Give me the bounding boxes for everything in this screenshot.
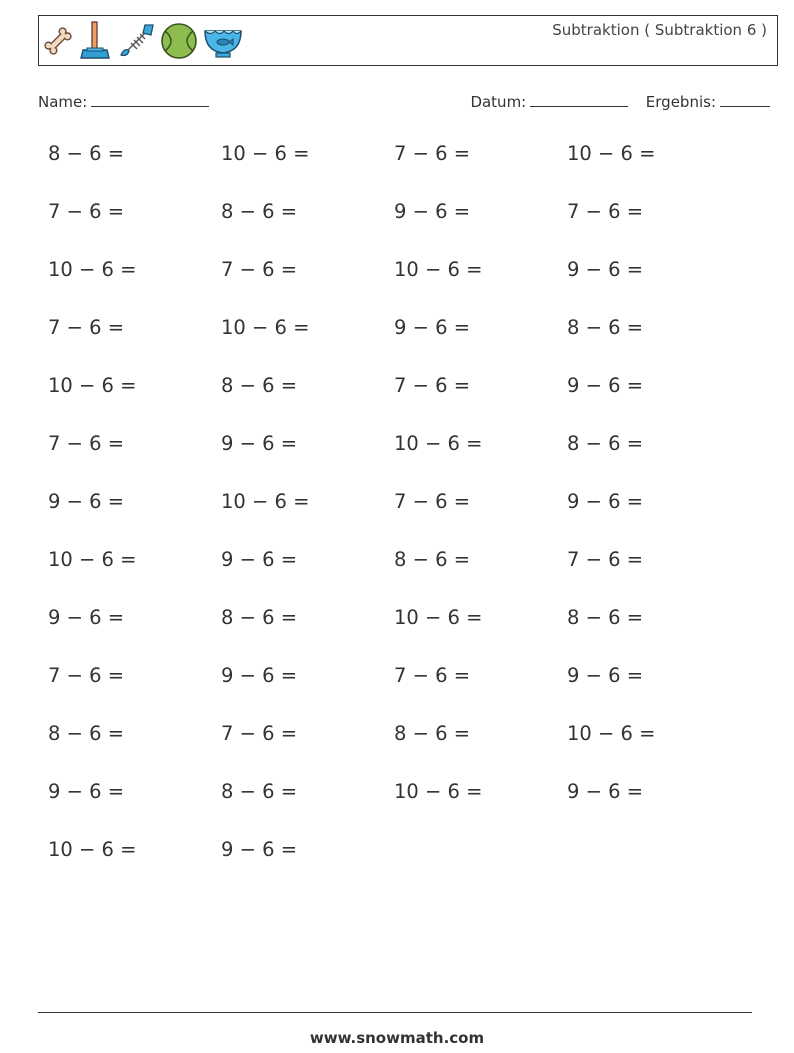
problem: 7 − 6 =: [394, 142, 471, 165]
problem: 9 − 6 =: [221, 432, 298, 455]
fish-bowl-icon: [201, 21, 245, 61]
problem: 8 − 6 =: [221, 780, 298, 803]
fish-bone-icon: [117, 21, 157, 61]
problem: 7 − 6 =: [394, 490, 471, 513]
date-score-fields: [470, 92, 770, 111]
problem-row: [48, 780, 748, 838]
problem: 8 − 6 =: [567, 432, 644, 455]
problem: 8 − 6 =: [394, 548, 471, 571]
date-label: Datum:: [470, 93, 527, 111]
problem-row: [48, 316, 748, 374]
bone-icon: [43, 23, 73, 59]
problem: 7 − 6 =: [567, 548, 644, 571]
problem: 10 − 6 =: [394, 780, 483, 803]
problem: 7 − 6 =: [567, 200, 644, 223]
date-blank[interactable]: [530, 92, 628, 107]
problem: 10 − 6 =: [221, 142, 310, 165]
problem: 7 − 6 =: [394, 664, 471, 687]
problem: 8 − 6 =: [48, 722, 125, 745]
problem: 10 − 6 =: [394, 258, 483, 281]
header-icons: [43, 20, 245, 62]
score-label: Ergebnis:: [645, 93, 716, 111]
problem: 9 − 6 =: [394, 200, 471, 223]
plunger-icon: [75, 20, 115, 62]
problem: 9 − 6 =: [48, 780, 125, 803]
problem-row: [48, 664, 748, 722]
name-blank[interactable]: [91, 92, 209, 107]
problem-grid: [48, 142, 748, 896]
name-label: Name:: [38, 93, 88, 111]
problem: 10 − 6 =: [567, 142, 656, 165]
problem: 10 − 6 =: [48, 838, 137, 861]
problem: 9 − 6 =: [221, 664, 298, 687]
problem: 9 − 6 =: [567, 664, 644, 687]
problem-row: [48, 200, 748, 258]
problem: 9 − 6 =: [48, 490, 125, 513]
problem-row: [48, 722, 748, 780]
problem: 9 − 6 =: [567, 490, 644, 513]
problem: 7 − 6 =: [48, 200, 125, 223]
problem: 9 − 6 =: [567, 258, 644, 281]
problem: 7 − 6 =: [394, 374, 471, 397]
problem: 10 − 6 =: [221, 490, 310, 513]
problem: 7 − 6 =: [221, 258, 298, 281]
name-field[interactable]: [38, 92, 209, 111]
footer-divider: [38, 1012, 752, 1013]
problem-row: [48, 490, 748, 548]
score-blank[interactable]: [720, 92, 770, 107]
problem: 10 − 6 =: [394, 606, 483, 629]
problem-row: [48, 548, 748, 606]
problem: 7 − 6 =: [221, 722, 298, 745]
problem: 9 − 6 =: [394, 316, 471, 339]
problem-row: [48, 258, 748, 316]
problem: 9 − 6 =: [221, 838, 298, 861]
problem: 10 − 6 =: [567, 722, 656, 745]
problem: 9 − 6 =: [567, 374, 644, 397]
problem: 8 − 6 =: [394, 722, 471, 745]
problem: 10 − 6 =: [221, 316, 310, 339]
problem: 7 − 6 =: [48, 432, 125, 455]
problem: 8 − 6 =: [221, 200, 298, 223]
problem: 10 − 6 =: [48, 374, 137, 397]
problem: 10 − 6 =: [48, 258, 137, 281]
problem: 9 − 6 =: [567, 780, 644, 803]
problem: 10 − 6 =: [48, 548, 137, 571]
problem: 8 − 6 =: [567, 316, 644, 339]
problem: 8 − 6 =: [221, 374, 298, 397]
problem: 10 − 6 =: [394, 432, 483, 455]
problem-row: [48, 374, 748, 432]
worksheet-title: Subtraktion ( Subtraktion 6 ): [552, 21, 767, 39]
tennis-ball-icon: [159, 21, 199, 61]
problem-row: [48, 606, 748, 664]
problem-row: [48, 432, 748, 490]
footer-url[interactable]: www.snowmath.com: [309, 1029, 485, 1047]
problem: 9 − 6 =: [48, 606, 125, 629]
problem-row: [48, 142, 748, 200]
problem: 7 − 6 =: [48, 664, 125, 687]
problem: 9 − 6 =: [221, 548, 298, 571]
problem-row: [48, 838, 748, 896]
problem: 8 − 6 =: [48, 142, 125, 165]
problem: 8 − 6 =: [567, 606, 644, 629]
problem: 8 − 6 =: [221, 606, 298, 629]
worksheet-header: [38, 15, 778, 66]
problem: 7 − 6 =: [48, 316, 125, 339]
